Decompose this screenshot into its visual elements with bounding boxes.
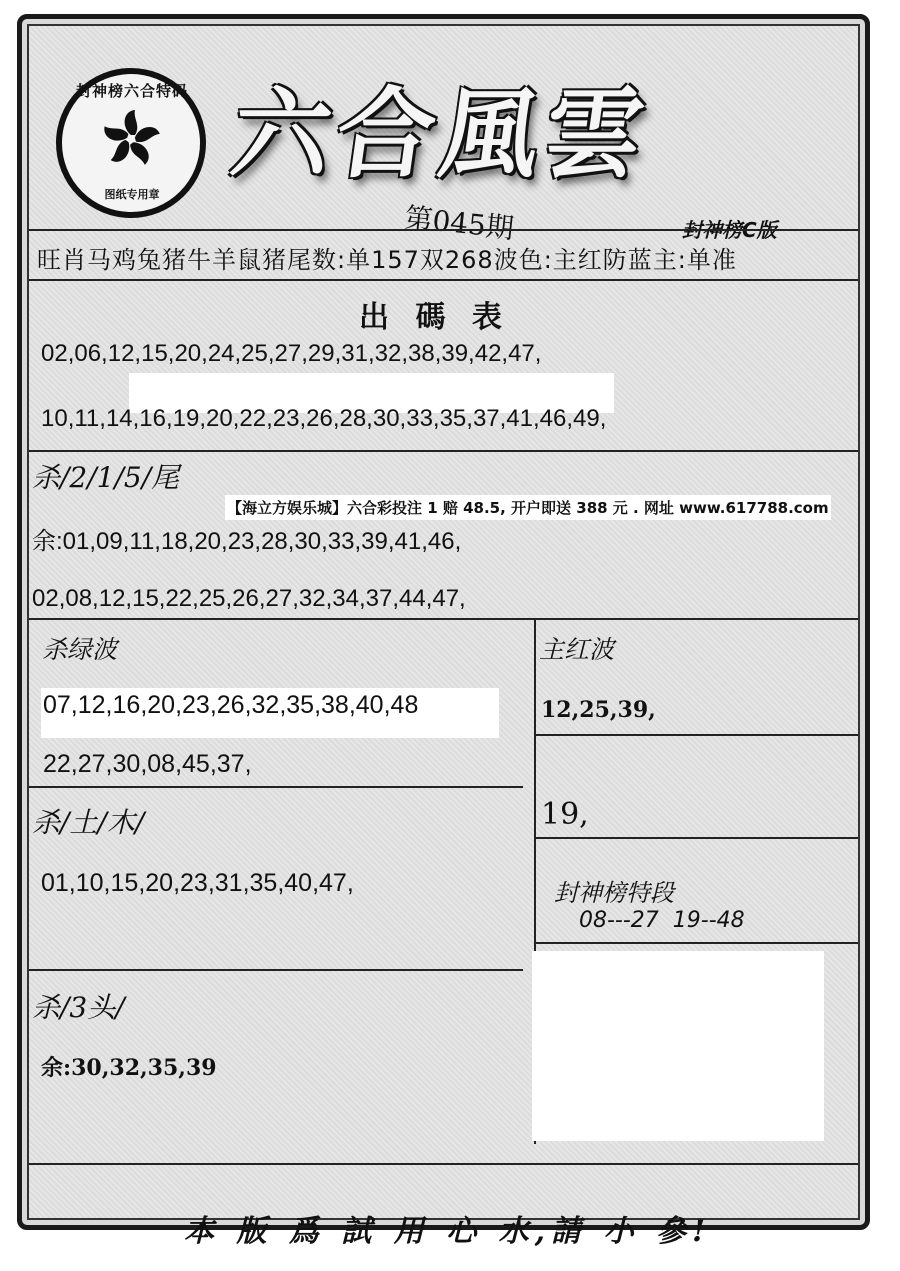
paper-background — [27, 24, 860, 1249]
kill-elements-label: 杀/土/木/ — [32, 806, 145, 839]
divider-elements — [29, 969, 523, 971]
issue-number: 第045期 — [403, 200, 516, 246]
kill-green-label: 杀绿波 — [42, 635, 118, 664]
kill-heads-label: 杀/3头/ — [32, 991, 125, 1024]
divider-special — [534, 942, 858, 944]
divider-header — [29, 229, 858, 231]
ad-banner[interactable]: 【海立方娱乐城】六合彩投注 1 赔 48.5, 开户即送 388 元 . 网址 www.617788.com — [225, 495, 831, 520]
special-section-value: 08---27 19--48 — [579, 908, 745, 933]
divider-green — [29, 786, 523, 788]
chart-table-heading: 出 碼 表 — [359, 300, 510, 335]
chart-table-row-1: 02,06,12,15,20,24,25,27,29,31,32,38,39,42,47, — [41, 340, 542, 367]
page-title: 六合風雲 — [224, 77, 657, 192]
seal-text-bottom: 图纸专用章 — [104, 188, 160, 201]
divider-footer — [29, 1163, 858, 1165]
chart-table-row-2: 10,11,14,16,19,20,22,23,26,28,30,33,35,37,41,46,49, — [41, 405, 607, 432]
edition-label: 封神榜C版 — [682, 218, 777, 242]
divider-tip — [29, 279, 858, 281]
bauhinia-flower-icon — [100, 108, 162, 170]
divider-red — [534, 734, 858, 736]
tip-line: 旺肖马鸡兔猪牛羊鼠猪尾数:单157双268波色:主红防蓝主:单准 — [37, 246, 737, 274]
kill-green-row-2: 22,27,30,08,45,37, — [43, 750, 252, 778]
kill-tails-row-1: 余:01,09,11,18,20,23,28,30,33,39,41,46, — [32, 528, 462, 555]
seal-stamp — [56, 68, 206, 218]
divider-single — [534, 837, 858, 839]
main-red-value: 12,25,39, — [541, 697, 656, 723]
kill-green-row-1: 07,12,16,20,23,26,32,35,38,40,48 — [43, 691, 419, 719]
kill-tails-label: 杀/2/1/5/尾 — [32, 461, 180, 494]
main-red-label: 主红波 — [539, 635, 615, 664]
seal-text-top: 封神榜六合特码 — [75, 82, 188, 100]
kill-tails-row-2: 02,08,12,15,22,25,26,27,32,34,37,44,47, — [32, 585, 466, 612]
special-section-label: 封神榜特段 — [554, 879, 674, 907]
white-blank-area — [532, 951, 824, 1141]
kill-heads-value: 余:30,32,35,39 — [41, 1055, 217, 1081]
single-box-value: 19, — [541, 797, 589, 832]
footer-note: 本 版 爲 試 用 心 水,請 小 參! — [184, 1214, 712, 1249]
divider-chart — [29, 450, 858, 452]
divider-tails — [29, 618, 858, 620]
kill-elements-row-1: 01,10,15,20,23,31,35,40,47, — [41, 869, 354, 897]
page-frame — [17, 14, 870, 1249]
